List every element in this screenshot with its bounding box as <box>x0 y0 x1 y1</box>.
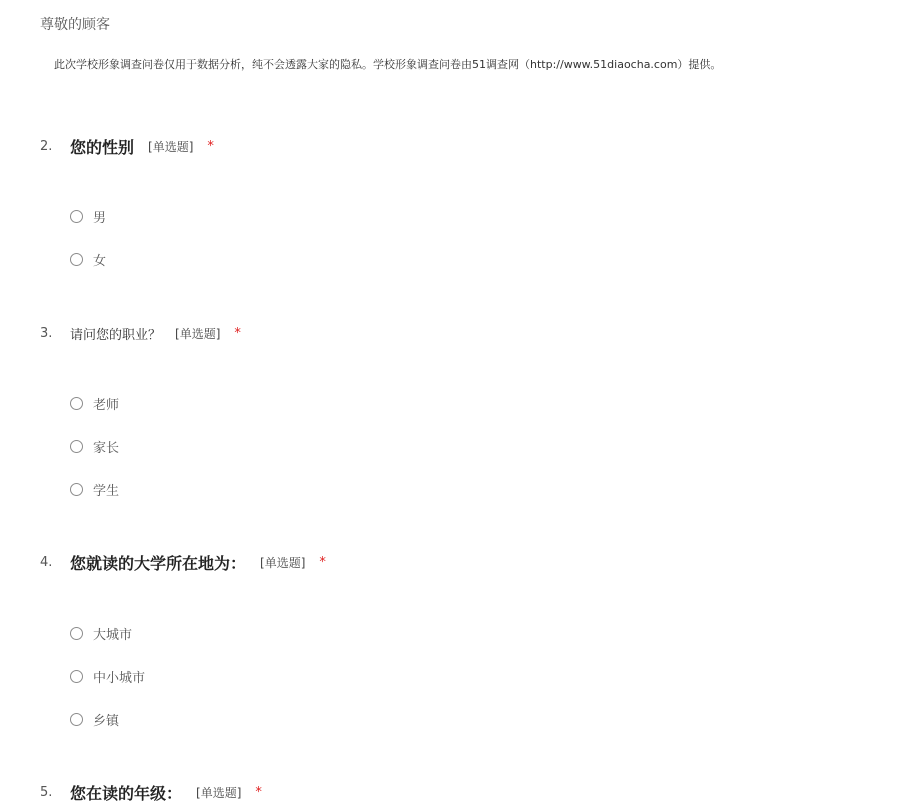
survey-intro-text: 此次学校形象调查问卷仅用于数据分析，纯不会透露大家的隐私。学校形象调查问卷由51调查网（http://www.51diaocha.com）提供。 <box>54 58 722 71</box>
option-label: 学生 <box>93 483 120 499</box>
question-number: 5. <box>40 784 53 800</box>
question-title: 您的性别 <box>70 137 135 157</box>
option-teacher[interactable] <box>70 393 119 413</box>
question-header <box>40 550 326 574</box>
question-number: 4. <box>40 554 53 570</box>
radio-button[interactable] <box>70 627 83 640</box>
question-title: 您在读的年级： <box>70 783 183 803</box>
option-label: 老师 <box>93 397 120 413</box>
option-label: 中小城市 <box>93 670 146 686</box>
required-marker: * <box>207 138 214 154</box>
question-type-label: [单选题] <box>175 326 221 341</box>
option-label: 乡镇 <box>93 713 120 729</box>
radio-button[interactable] <box>70 210 83 223</box>
question-header <box>40 321 241 345</box>
greeting-heading: 尊敬的顾客 <box>40 17 110 33</box>
question-number: 2. <box>40 138 53 154</box>
required-marker: * <box>319 554 326 570</box>
option-student[interactable] <box>70 479 119 499</box>
option-label: 女 <box>93 253 107 269</box>
question-title: 您就读的大学所在地为： <box>70 553 247 573</box>
option-label: 大城市 <box>93 627 133 643</box>
required-marker: * <box>234 325 241 341</box>
option-label: 男 <box>93 210 107 226</box>
option-female[interactable] <box>70 249 106 269</box>
question-header <box>40 134 214 158</box>
option-male[interactable] <box>70 206 106 226</box>
required-marker: * <box>255 784 262 800</box>
question-type-label: [单选题] <box>260 555 306 570</box>
option-parent[interactable] <box>70 436 119 456</box>
option-small-city[interactable] <box>70 666 145 686</box>
question-header <box>40 780 262 804</box>
radio-button[interactable] <box>70 483 83 496</box>
question-number: 3. <box>40 325 53 341</box>
question-title: 请问您的职业？ <box>70 327 162 343</box>
option-big-city[interactable] <box>70 623 132 643</box>
question-type-label: [单选题] <box>196 785 242 800</box>
option-township[interactable] <box>70 709 119 729</box>
option-label: 家长 <box>93 440 120 456</box>
radio-button[interactable] <box>70 440 83 453</box>
question-type-label: [单选题] <box>148 139 194 154</box>
radio-button[interactable] <box>70 713 83 726</box>
radio-button[interactable] <box>70 670 83 683</box>
radio-button[interactable] <box>70 253 83 266</box>
radio-button[interactable] <box>70 397 83 410</box>
